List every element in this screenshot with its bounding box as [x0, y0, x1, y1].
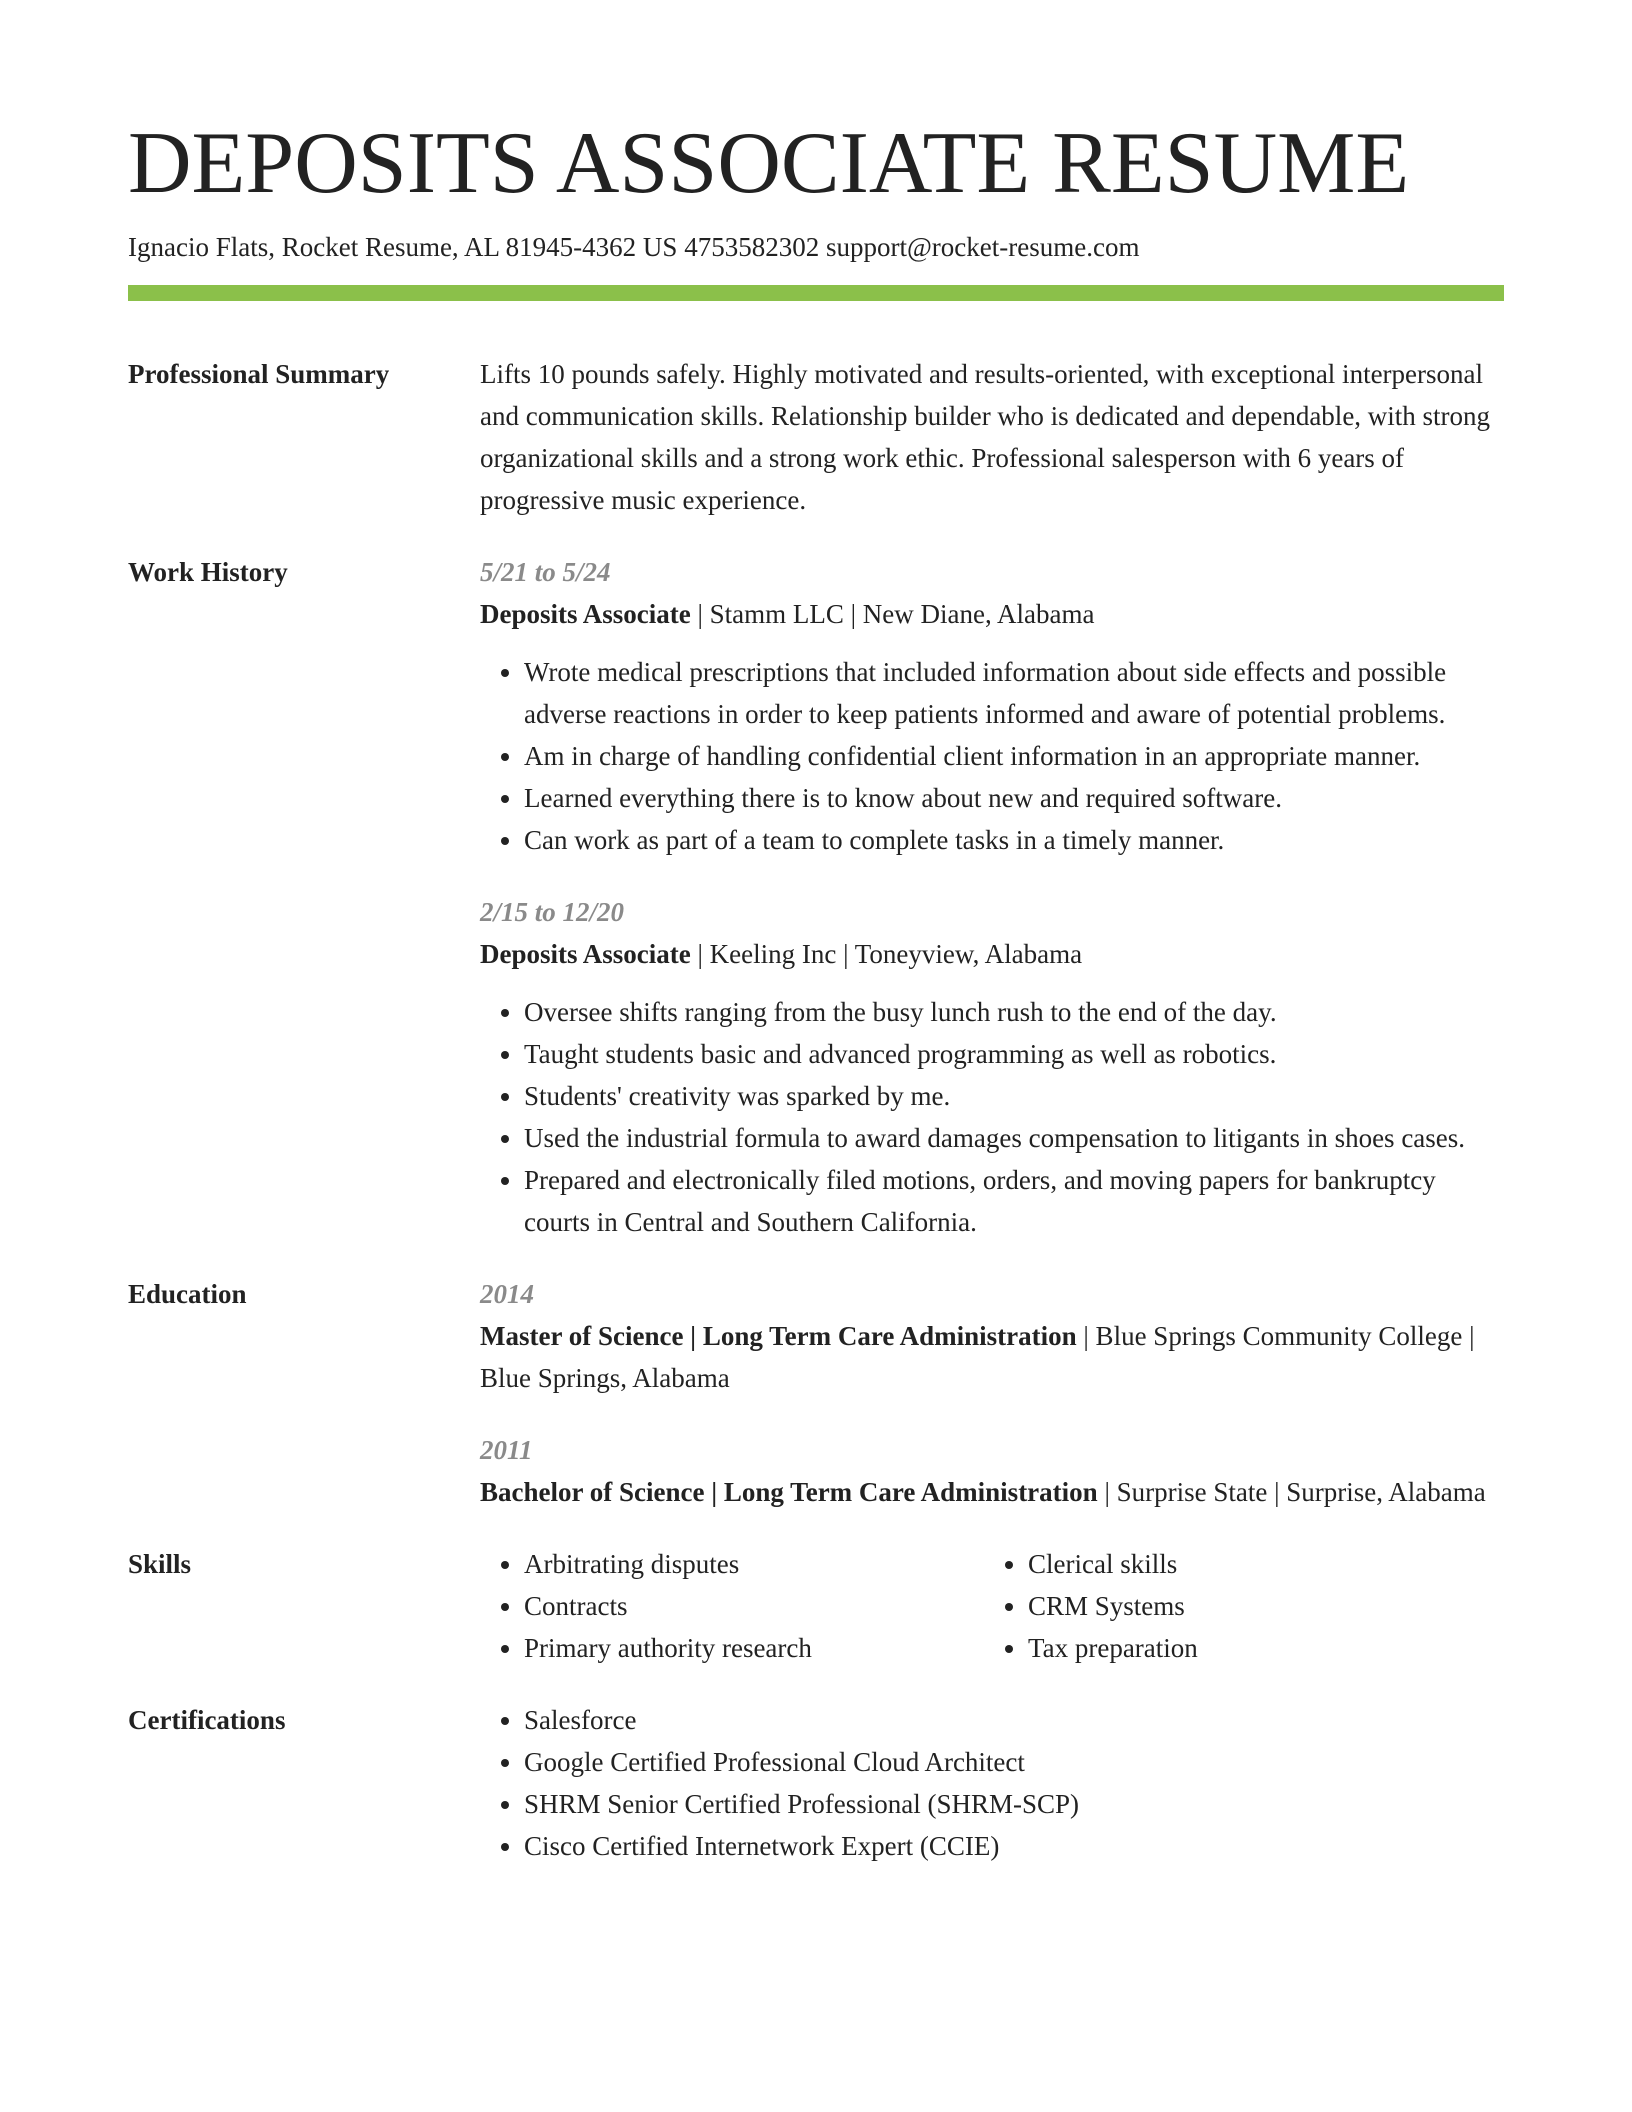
section-label-summary: Professional Summary: [128, 359, 390, 390]
education-degree: Bachelor of Science | Long Term Care Administration: [480, 1477, 1098, 1508]
section-body-education: [480, 1273, 1504, 1513]
certification-item: • Cisco Certified Internetwork Expert (CCIE): [524, 1825, 1504, 1867]
job-bullets: [480, 651, 1504, 861]
job-dates: 5/21 to 5/24: [480, 557, 611, 588]
education-details: | Blue Springs Community College | Blue Springs, Alabama: [480, 1321, 1475, 1394]
section-label-skills: Skills: [128, 1549, 192, 1580]
job-entry: [480, 551, 1504, 861]
contact-line: Ignacio Flats, Rocket Resume, AL 81945-4362 US 4753582302 support@rocket-resume.com: [128, 232, 1140, 262]
education-heading: [480, 1315, 1504, 1399]
job-title: Deposits Associate: [480, 939, 691, 970]
job-entry: [480, 891, 1504, 1243]
section-body-skills: [480, 1543, 1504, 1669]
job-bullet: • Oversee shifts ranging from the busy lunch rush to the end of the day.: [524, 991, 1504, 1033]
certification-item: • Google Certified Professional Cloud Architect: [524, 1741, 1504, 1783]
education-degree: Master of Science | Long Term Care Administration: [480, 1321, 1077, 1352]
skill-item: • Primary authority research: [524, 1627, 984, 1669]
skill-item: • Clerical skills: [1028, 1543, 1528, 1585]
accent-divider: [128, 285, 1504, 301]
job-dates: 2/15 to 12/20: [480, 897, 625, 928]
skills-list-left: [480, 1543, 984, 1669]
summary-text: Lifts 10 pounds safely. Highly motivated and results-oriented, with exceptional interpersonal and communication skills. Relationship builder who is dedicated and dependable, with strong organizational skills and a strong work ethic. Professional salesperson with 6 years of progressive music experience.: [480, 359, 1491, 516]
job-bullet: • Taught students basic and advanced programming as well as robotics.: [524, 1033, 1504, 1075]
section-certifications: [128, 1699, 1504, 1867]
job-details: | Keeling Inc | Toneyview, Alabama: [690, 939, 1083, 970]
skill-item: • Contracts: [524, 1585, 984, 1627]
section-body-certifications: [480, 1699, 1504, 1867]
section-label-education: Education: [128, 1279, 247, 1310]
education-details: | Surprise State | Surprise, Alabama: [1097, 1477, 1486, 1508]
skill-item: • Arbitrating disputes: [524, 1543, 984, 1585]
job-details: | Stamm LLC | New Diane, Alabama: [690, 599, 1095, 630]
section-label-work-history: Work History: [128, 557, 288, 588]
job-heading: [480, 933, 1504, 975]
section-summary: [128, 353, 1504, 521]
job-bullet: • Wrote medical prescriptions that included information about side effects and possible adverse reactions in order to keep patients informed and aware of potential problems.: [524, 651, 1504, 735]
job-bullets: [480, 991, 1504, 1243]
skill-item: • CRM Systems: [1028, 1585, 1528, 1627]
job-heading: [480, 593, 1504, 635]
section-body-work-history: [480, 551, 1504, 1243]
section-education: [128, 1273, 1504, 1513]
certification-item: • SHRM Senior Certified Professional (SHRM-SCP): [524, 1783, 1504, 1825]
section-body-summary: [480, 353, 1504, 521]
education-entry: [480, 1273, 1504, 1399]
job-bullet: • Prepared and electronically filed motions, orders, and moving papers for bankruptcy courts in Central and Southern California.: [524, 1159, 1504, 1243]
education-heading: [480, 1471, 1504, 1513]
education-entry: [480, 1429, 1504, 1513]
job-bullet: • Used the industrial formula to award damages compensation to litigants in shoes cases.: [524, 1117, 1504, 1159]
job-bullet: • Students' creativity was sparked by me.: [524, 1075, 1504, 1117]
skill-item: • Tax preparation: [1028, 1627, 1528, 1669]
job-bullet: • Learned everything there is to know about new and required software.: [524, 777, 1504, 819]
education-year: 2011: [480, 1435, 533, 1466]
resume-title: DEPOSITS ASSOCIATE RESUME: [128, 115, 1410, 212]
section-work-history: [128, 551, 1504, 1243]
job-bullet: • Can work as part of a team to complete tasks in a timely manner.: [524, 819, 1504, 861]
certification-item: • Salesforce: [524, 1699, 1504, 1741]
section-skills: [128, 1543, 1504, 1669]
skills-list-right: [984, 1543, 1528, 1669]
job-bullet: • Am in charge of handling confidential client information in an appropriate manner.: [524, 735, 1504, 777]
certifications-list: [480, 1699, 1504, 1867]
section-label-certifications: Certifications: [128, 1705, 286, 1736]
education-year: 2014: [480, 1279, 534, 1310]
job-title: Deposits Associate: [480, 599, 691, 630]
